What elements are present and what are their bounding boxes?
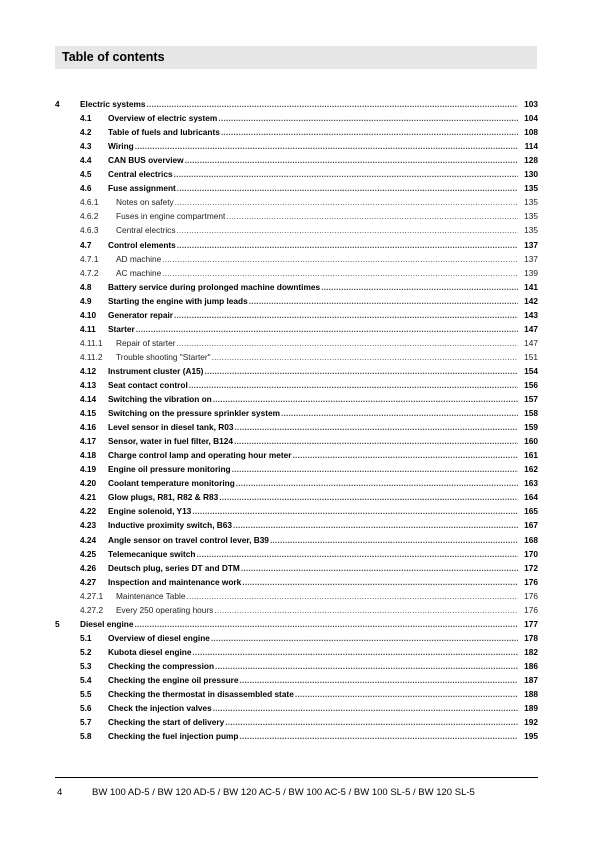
toc-entry-title: Starting the engine with jump leads bbox=[108, 295, 248, 306]
toc-leader-dots bbox=[212, 352, 518, 362]
toc-leader-dots bbox=[249, 296, 518, 306]
toc-entry-title: Telemecanique switch bbox=[108, 548, 196, 559]
toc-entry-number: 5.4 bbox=[80, 674, 92, 685]
toc-entry[interactable] bbox=[55, 123, 538, 137]
toc-entry-number: 4.24 bbox=[80, 534, 97, 545]
toc-leader-dots bbox=[234, 422, 518, 432]
toc-entry-title: Instrument cluster (A15) bbox=[108, 365, 204, 376]
toc-entry-page: 156 bbox=[524, 379, 538, 390]
toc-header bbox=[55, 46, 537, 69]
toc-entry-title: Engine oil pressure monitoring bbox=[108, 464, 231, 475]
toc-leader-dots bbox=[215, 661, 518, 671]
toc-entry-title: Glow plugs, R81, R82 & R83 bbox=[108, 492, 219, 503]
toc-entry-number: 4.10 bbox=[80, 309, 97, 320]
toc-entry-title: Kubota diesel engine bbox=[108, 646, 192, 657]
toc-leader-dots bbox=[204, 366, 518, 376]
toc-entry-page: 160 bbox=[524, 436, 538, 447]
toc-entry[interactable] bbox=[55, 545, 538, 559]
toc-entry-number: 4 bbox=[55, 99, 60, 110]
toc-leader-dots bbox=[218, 113, 518, 123]
toc-entry-page: 176 bbox=[524, 604, 538, 615]
toc-entry-number: 4.7.1 bbox=[80, 253, 99, 264]
toc-leader-dots bbox=[185, 155, 518, 165]
toc-entry-page: 130 bbox=[524, 169, 538, 180]
toc-entry[interactable] bbox=[55, 390, 538, 404]
toc-entry-title: Checking the engine oil pressure bbox=[108, 674, 239, 685]
toc-leader-dots bbox=[162, 254, 518, 264]
toc-leader-dots bbox=[221, 127, 518, 137]
toc-leader-dots bbox=[270, 535, 518, 545]
toc-leader-dots bbox=[292, 450, 518, 460]
toc-entry[interactable] bbox=[55, 334, 538, 348]
toc-leader-dots bbox=[176, 225, 518, 235]
toc-entry[interactable] bbox=[55, 235, 538, 249]
toc-entry-page: 195 bbox=[524, 731, 538, 742]
footer-page-number: 4 bbox=[57, 787, 63, 798]
toc-entry-number: 4.11.2 bbox=[80, 351, 103, 362]
toc-entry[interactable] bbox=[55, 657, 538, 671]
toc-entry-title: Starter bbox=[108, 323, 135, 334]
toc-entry-number: 4.17 bbox=[80, 436, 97, 447]
toc-entry[interactable] bbox=[55, 432, 538, 446]
toc-entry-title: Checking the compression bbox=[108, 660, 215, 671]
toc-entry-title: Repair of starter bbox=[116, 337, 176, 348]
toc-entry-title: Checking the thermostat in disassembled state bbox=[108, 689, 294, 700]
toc-entry-title: Electric systems bbox=[80, 99, 146, 110]
toc-entry-page: 192 bbox=[524, 717, 538, 728]
toc-entry-page: 161 bbox=[524, 450, 538, 461]
toc-entry-title: Engine solenoid, Y13 bbox=[108, 506, 192, 517]
toc-entry-number: 4.11 bbox=[80, 323, 96, 334]
toc-entry-title: Generator repair bbox=[108, 309, 174, 320]
toc-entry-number: 4.18 bbox=[80, 450, 97, 461]
toc-entry[interactable] bbox=[55, 250, 538, 264]
toc-entry-number: 4.6 bbox=[80, 183, 92, 194]
toc-entry-page: 151 bbox=[524, 351, 538, 362]
toc-entry-page: 186 bbox=[524, 660, 538, 671]
toc-entry-page: 135 bbox=[524, 183, 538, 194]
toc-leader-dots bbox=[236, 478, 518, 488]
toc-entry[interactable] bbox=[55, 559, 538, 573]
toc-leader-dots bbox=[239, 731, 518, 741]
toc-leader-dots bbox=[226, 211, 518, 221]
toc-entry-title: Every 250 operating hours bbox=[116, 604, 214, 615]
toc-entry[interactable] bbox=[55, 165, 538, 179]
toc-entry-title: Fuse assignment bbox=[108, 183, 176, 194]
toc-leader-dots bbox=[187, 591, 519, 601]
toc-entry-number: 4.7 bbox=[80, 239, 92, 250]
toc-entry[interactable] bbox=[55, 488, 538, 502]
toc-entry-page: 137 bbox=[524, 253, 538, 264]
toc-entry[interactable] bbox=[55, 320, 538, 334]
toc-entry-title: Maintenance Table bbox=[116, 590, 186, 601]
toc-entry-number: 4.26 bbox=[80, 562, 97, 573]
toc-entry-title: Checking the start of delivery bbox=[108, 717, 225, 728]
toc-leader-dots bbox=[239, 675, 518, 685]
toc-entry-number: 4.22 bbox=[80, 506, 97, 517]
toc-leader-dots bbox=[176, 338, 518, 348]
toc-leader-dots bbox=[281, 408, 518, 418]
toc-entry-page: 137 bbox=[524, 239, 538, 250]
toc-leader-dots bbox=[295, 689, 518, 699]
toc-entry-page: 157 bbox=[524, 394, 538, 405]
toc-entry[interactable] bbox=[55, 502, 538, 516]
toc-entry-number: 5.2 bbox=[80, 646, 92, 657]
toc-entry-page: 104 bbox=[524, 113, 538, 124]
toc-entry-number: 4.8 bbox=[80, 281, 92, 292]
toc-leader-dots bbox=[225, 717, 518, 727]
toc-entry-page: 114 bbox=[524, 141, 538, 152]
toc-entry-number: 4.7.2 bbox=[80, 267, 99, 278]
toc-entry-title: Central electrics bbox=[116, 225, 176, 236]
toc-entry-page: 167 bbox=[524, 520, 538, 531]
toc-entry[interactable] bbox=[55, 446, 538, 460]
toc-entry-title: Deutsch plug, series DT and DTM bbox=[108, 562, 240, 573]
toc-entry[interactable] bbox=[55, 193, 538, 207]
toc-entry-number: 4.16 bbox=[80, 422, 97, 433]
toc-entry-title: AC machine bbox=[116, 267, 162, 278]
toc-leader-dots bbox=[174, 169, 518, 179]
toc-entry-title: Checking the fuel injection pump bbox=[108, 731, 239, 742]
toc-entry[interactable] bbox=[55, 376, 538, 390]
toc-entry-page: 177 bbox=[524, 618, 538, 629]
toc-entry[interactable] bbox=[55, 671, 538, 685]
toc-entry-title: Overview of electric system bbox=[108, 113, 218, 124]
toc-leader-dots bbox=[219, 492, 518, 502]
footer-divider bbox=[55, 777, 538, 778]
toc-entry[interactable] bbox=[55, 530, 538, 544]
toc-entry-number: 4.15 bbox=[80, 408, 97, 419]
toc-entry-number: 5.1 bbox=[80, 632, 92, 643]
toc-leader-dots bbox=[213, 394, 518, 404]
toc-entry-title: AD machine bbox=[116, 253, 162, 264]
toc-leader-dots bbox=[214, 605, 518, 615]
toc-entry-page: 135 bbox=[524, 225, 538, 236]
toc-entry-title: Sensor, water in fuel filter, B124 bbox=[108, 436, 233, 447]
toc-entry-page: 188 bbox=[524, 689, 538, 700]
toc-entry-title: Charge control lamp and operating hour meter bbox=[108, 450, 292, 461]
toc-leader-dots bbox=[175, 197, 518, 207]
toc-entry-page: 170 bbox=[524, 548, 538, 559]
toc-entry-title: Inductive proximity switch, B63 bbox=[108, 520, 233, 531]
toc-entry-page: 103 bbox=[524, 99, 538, 110]
toc-entry-number: 4.1 bbox=[80, 113, 92, 124]
toc-entry-page: 142 bbox=[524, 295, 538, 306]
toc-entry-number: 4.27 bbox=[80, 576, 97, 587]
toc-entry[interactable] bbox=[55, 207, 538, 221]
toc-leader-dots bbox=[192, 647, 518, 657]
toc-entry[interactable] bbox=[55, 264, 538, 278]
toc-entry-page: 135 bbox=[524, 211, 538, 222]
toc-entry[interactable] bbox=[55, 727, 538, 741]
toc-entry-page: 154 bbox=[524, 365, 538, 376]
toc-entry[interactable] bbox=[55, 685, 538, 699]
toc-entry-title: Battery service during prolonged machine downtimes bbox=[108, 281, 321, 292]
toc-entry[interactable] bbox=[55, 460, 538, 474]
toc-leader-dots bbox=[192, 506, 518, 516]
toc-entry-number: 4.19 bbox=[80, 464, 97, 475]
toc-entry-page: 176 bbox=[524, 590, 538, 601]
toc-entry-page: 162 bbox=[524, 464, 538, 475]
toc-entry-number: 4.25 bbox=[80, 548, 97, 559]
toc-entry-number: 4.2 bbox=[80, 127, 92, 138]
toc-entry-number: 4.9 bbox=[80, 295, 92, 306]
toc-entry-number: 4.14 bbox=[80, 394, 97, 405]
toc-entry-number: 4.11.1 bbox=[80, 337, 103, 348]
toc-entry-number: 5.7 bbox=[80, 717, 92, 728]
toc-leader-dots bbox=[177, 240, 518, 250]
toc-entry[interactable] bbox=[55, 292, 538, 306]
toc-entry-page: 143 bbox=[524, 309, 538, 320]
toc-entry-page: 128 bbox=[524, 155, 538, 166]
toc-entry-number: 4.23 bbox=[80, 520, 97, 531]
toc-entry[interactable] bbox=[55, 643, 538, 657]
toc-entry-page: 139 bbox=[524, 267, 538, 278]
toc-leader-dots bbox=[147, 99, 519, 109]
toc-entry[interactable] bbox=[55, 587, 538, 601]
toc-entry[interactable] bbox=[55, 404, 538, 418]
toc-entry-number: 5.3 bbox=[80, 660, 92, 671]
toc-entry[interactable] bbox=[55, 306, 538, 320]
toc-entry[interactable] bbox=[55, 362, 538, 376]
toc-entry-number: 4.6.1 bbox=[80, 197, 99, 208]
toc-entry[interactable] bbox=[55, 699, 538, 713]
toc-entry[interactable] bbox=[55, 629, 538, 643]
toc-entry-page: 189 bbox=[524, 703, 538, 714]
toc-entry[interactable] bbox=[55, 151, 538, 165]
toc-entry-page: 182 bbox=[524, 646, 538, 657]
toc-entry-title: Switching the vibration on bbox=[108, 394, 212, 405]
toc-leader-dots bbox=[242, 577, 518, 587]
toc-entry-number: 4.4 bbox=[80, 155, 92, 166]
toc-entry-title: Angle sensor on travel control lever, B39 bbox=[108, 534, 269, 545]
toc-entry[interactable] bbox=[55, 516, 538, 530]
toc-leader-dots bbox=[189, 380, 518, 390]
toc-entry-title: Inspection and maintenance work bbox=[108, 576, 242, 587]
toc-entry[interactable] bbox=[55, 179, 538, 193]
toc-entry-page: 178 bbox=[524, 632, 538, 643]
toc-entry[interactable] bbox=[55, 278, 538, 292]
toc-entry-number: 5.6 bbox=[80, 703, 92, 714]
toc-leader-dots bbox=[211, 633, 518, 643]
toc-entry-number: 4.5 bbox=[80, 169, 92, 180]
toc-entry-number: 4.6.3 bbox=[80, 225, 99, 236]
toc-entry-title: Level sensor in diesel tank, R03 bbox=[108, 422, 234, 433]
toc-leader-dots bbox=[135, 619, 519, 629]
toc-entry-title: Central electrics bbox=[108, 169, 173, 180]
toc-entry[interactable] bbox=[55, 95, 538, 109]
toc-leader-dots bbox=[241, 563, 518, 573]
toc-entry-page: 163 bbox=[524, 478, 538, 489]
toc-entry-number: 4.21 bbox=[80, 492, 97, 503]
toc-entry-number: 4.6.2 bbox=[80, 211, 99, 222]
toc-entry[interactable] bbox=[55, 601, 538, 615]
toc-entry-title: CAN BUS overview bbox=[108, 155, 184, 166]
toc-entry-page: 108 bbox=[524, 127, 538, 138]
toc-entry-title: Table of fuels and lubricants bbox=[108, 127, 220, 138]
toc-entry-title: Wiring bbox=[108, 141, 134, 152]
toc-leader-dots bbox=[162, 268, 518, 278]
toc-entry[interactable] bbox=[55, 221, 538, 235]
toc-entry-number: 5.5 bbox=[80, 689, 92, 700]
toc-entry[interactable] bbox=[55, 418, 538, 432]
footer-model-line: BW 100 AD-5 / BW 120 AD-5 / BW 120 AC-5 / BW 100 AC-5 / BW 100 SL-5 / BW 120 SL-5 bbox=[92, 787, 475, 798]
toc-entry[interactable] bbox=[55, 474, 538, 488]
toc-entry-title: Switching on the pressure sprinkler system bbox=[108, 408, 280, 419]
toc-entry[interactable] bbox=[55, 615, 538, 629]
toc-entry-title: Coolant temperature monitoring bbox=[108, 478, 235, 489]
toc-entry-number: 4.12 bbox=[80, 365, 97, 376]
toc-entry-title: Notes on safety bbox=[116, 197, 174, 208]
toc-entry-number: 4.27.2 bbox=[80, 604, 104, 615]
toc-entry-number: 5.8 bbox=[80, 731, 92, 742]
toc-leader-dots bbox=[321, 282, 518, 292]
toc-entry-page: 164 bbox=[524, 492, 538, 503]
toc-list bbox=[55, 95, 538, 741]
toc-entry-page: 165 bbox=[524, 506, 538, 517]
toc-entry-title: Check the injection valves bbox=[108, 703, 212, 714]
toc-leader-dots bbox=[196, 549, 518, 559]
toc-entry[interactable] bbox=[55, 713, 538, 727]
toc-entry-number: 4.27.1 bbox=[80, 590, 104, 601]
toc-entry-title: Overview of diesel engine bbox=[108, 632, 210, 643]
toc-leader-dots bbox=[136, 324, 518, 334]
toc-entry-page: 141 bbox=[524, 281, 538, 292]
toc-leader-dots bbox=[233, 520, 518, 530]
toc-leader-dots bbox=[177, 183, 518, 193]
toc-entry-page: 172 bbox=[524, 562, 538, 573]
toc-entry-page: 147 bbox=[524, 323, 538, 334]
toc-entry[interactable] bbox=[55, 109, 538, 123]
toc-entry-number: 4.13 bbox=[80, 379, 97, 390]
toc-entry-title: Trouble shooting "Starter" bbox=[116, 351, 211, 362]
toc-leader-dots bbox=[135, 141, 518, 151]
toc-entry-page: 168 bbox=[524, 534, 538, 545]
toc-entry-page: 187 bbox=[524, 674, 538, 685]
toc-heading: Table of contents bbox=[62, 50, 165, 64]
toc-entry-number: 5 bbox=[55, 618, 60, 629]
toc-entry[interactable] bbox=[55, 348, 538, 362]
toc-entry-title: Fuses in engine compartment bbox=[116, 211, 226, 222]
toc-entry-page: 159 bbox=[524, 422, 538, 433]
toc-leader-dots bbox=[232, 464, 518, 474]
toc-entry-title: Control elements bbox=[108, 239, 176, 250]
toc-entry-page: 147 bbox=[524, 337, 538, 348]
toc-entry-title: Seat contact control bbox=[108, 379, 188, 390]
toc-entry-number: 4.3 bbox=[80, 141, 92, 152]
toc-leader-dots bbox=[234, 436, 518, 446]
toc-entry-page: 158 bbox=[524, 408, 538, 419]
toc-leader-dots bbox=[174, 310, 518, 320]
toc-entry[interactable] bbox=[55, 573, 538, 587]
toc-entry[interactable] bbox=[55, 137, 538, 151]
toc-entry-title: Diesel engine bbox=[80, 618, 134, 629]
toc-entry-page: 135 bbox=[524, 197, 538, 208]
toc-entry-page: 176 bbox=[524, 576, 538, 587]
toc-entry-number: 4.20 bbox=[80, 478, 97, 489]
toc-leader-dots bbox=[213, 703, 518, 713]
